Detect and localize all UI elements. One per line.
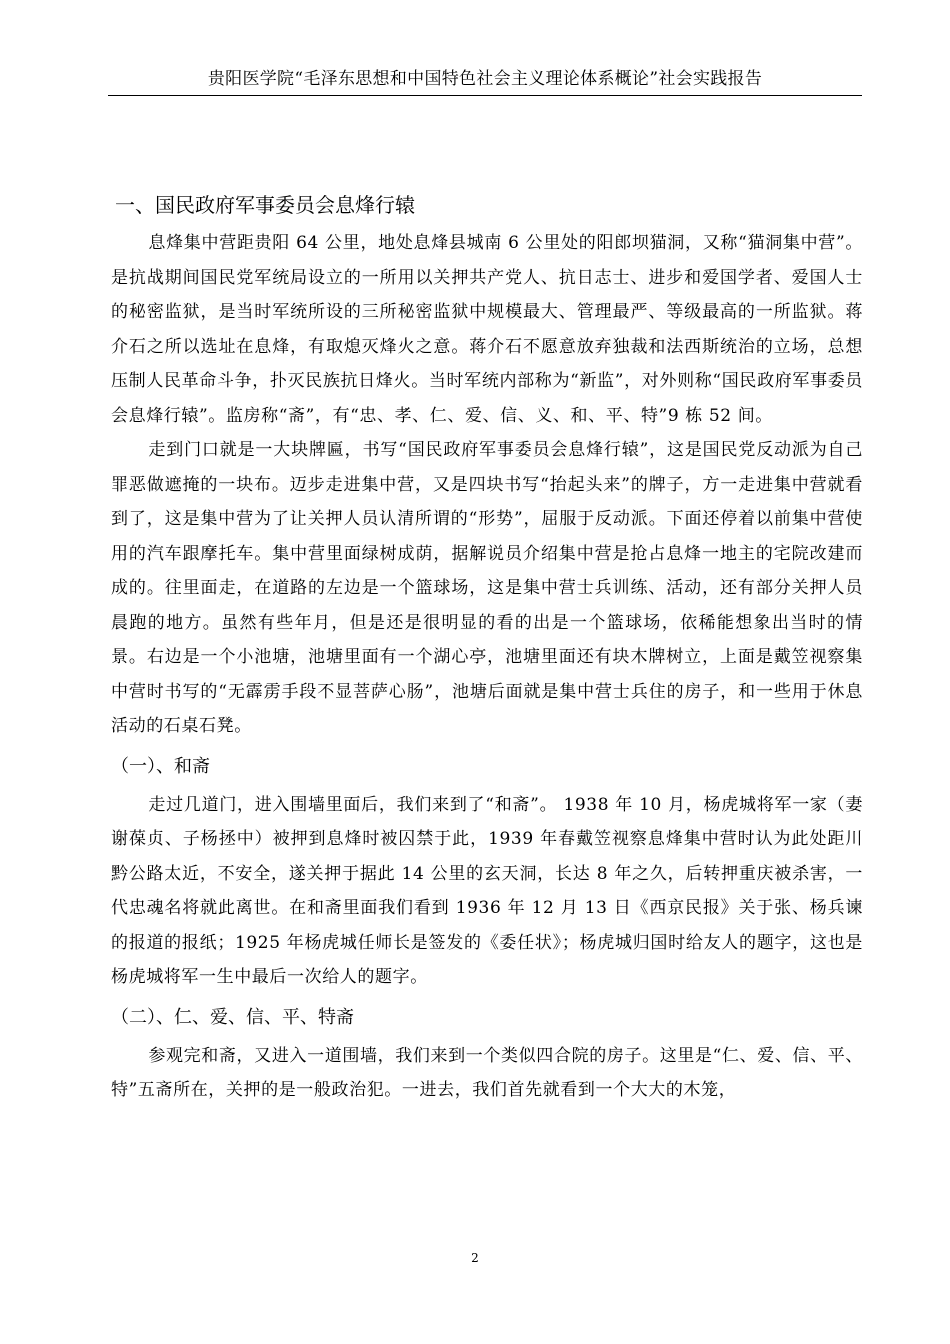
paragraph: 走过几道门，进入围墙里面后，我们来到了“和斋”。 1938 年 10 月，杨虎城将军一家（妻谢葆贞、子杨拯中）被押到息烽时被囚禁于此，1939 年春戴笠视察息烽集中营时认为此处距川黔公路太近，不安全，遂关押于据此 14 公里的玄天洞，长达 8 年之久，后转押重庆被杀害，一代忠魂名将就此离世。在和斋里面我们看到 1936 年 12 月 13 日《西京民报》关于张、杨兵谏的报道的报纸；1925 年杨虎城任师长是签发的《委任状》；杨虎城归国时给友人的题字，这也是杨虎城将军一生中最后一次给人的题字。: [111, 794, 863, 987]
document-body: [111, 190, 863, 1108]
header-divider: [108, 95, 862, 96]
page-header: 贵阳医学院“毛泽东思想和中国特色社会主义理论体系概论”社会实践报告: [207, 69, 763, 89]
paragraph: 参观完和斋，又进入一道围墙，我们来到一个类似四合院的房子。这里是“仁、爱、信、平、特”五斋所在，关押的是一般政治犯。一进去，我们首先就看到一个大大的木笼，: [111, 1045, 863, 1100]
page-number: 2: [471, 1251, 479, 1265]
subsection-title: （二）、仁、爱、信、平、特斋: [111, 1006, 354, 1028]
section-title: 一、国民政府军事委员会息烽行辕: [115, 193, 415, 217]
subsection-title: （一）、和斋: [111, 755, 210, 777]
paragraph: 走到门口就是一大块牌匾，书写“国民政府军事委员会息烽行辕”，这是国民党反动派为自己罪恶做遮掩的一块布。迈步走进集中营，又是四块书写“抬起头来”的牌子，方一走进集中营就看到了，这是集中营为了让关押人员认清所谓的“形势”，屈服于反动派。下面还停着以前集中营使用的汽车跟摩托车。集中营里面绿树成荫，据解说员介绍集中营是抢占息烽一地主的宅院改建而成的。往里面走，在道路的左边是一个篮球场，这是集中营士兵训练、活动，还有部分关押人员晨跑的地方。虽然有些年月，但是还是很明显的看的出是一个篮球场，依稀能想象出当时的情景。右边是一个小池塘，池塘里面有一个湖心亭，池塘里面还有块木牌树立，上面是戴笠视察集中营时书写的“无霹雳手段不显菩萨心肠”，池塘后面就是集中营士兵住的房子，和一些用于休息活动的石桌石凳。: [111, 440, 863, 736]
paragraph: 息烽集中营距贵阳 64 公里，地处息烽县城南 6 公里处的阳郎坝猫洞，又称“猫洞集中营”。是抗战期间国民党军统局设立的一所用以关押共产党人、抗日志士、进步和爱国学者、爱国人士的秘密监狱，是当时军统所设的三所秘密监狱中规模最大、管理最严、等级最高的一所监狱。蒋介石之所以选址在息烽，有取熄灭烽火之意。蒋介石不愿意放弃独裁和法西斯统治的立场，总想压制人民革命斗争，扑灭民族抗日烽火。当时军统内部称为“新监”，对外则称“国民政府军事委员会息烽行辕”。监房称“斋”，有“忠、孝、仁、爱、信、义、和、平、特”9 栋 52 间。: [111, 233, 863, 426]
